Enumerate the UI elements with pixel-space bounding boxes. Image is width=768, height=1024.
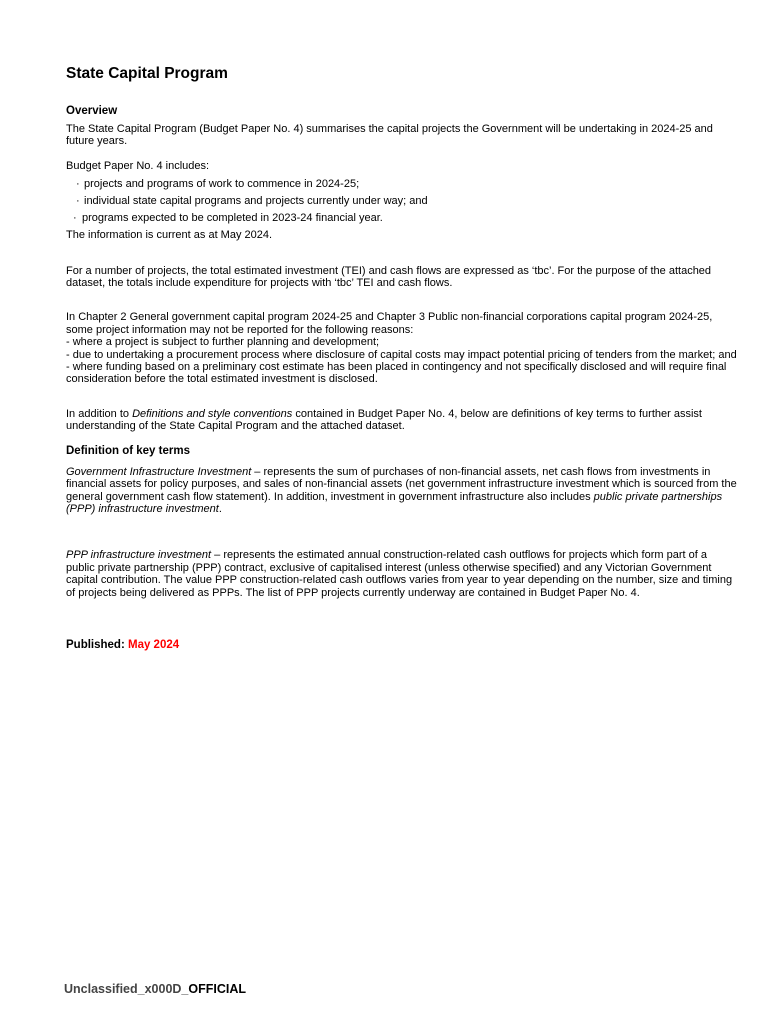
reason-item: - due to undertaking a procurement process where disclosure of capital costs may impact potential pricing of tenders from the market; and — [66, 348, 737, 361]
definitions-intro-pre: In addition to — [66, 407, 133, 420]
definitions-intro — [66, 408, 738, 433]
reason-item: - where funding based on a preliminary cost estimate has been placed in contingency and not specifically disclosed and will require final consideration before the total estimated investment is disclosed. — [66, 361, 727, 386]
overview-heading: Overview — [66, 105, 118, 117]
ppp-text: – represents the estimated annual construction-related cash outflows for projects which form part of a public private partnership (PPP) contract, exclusive of capitalised interest (unless otherwise specified) and any Victorian Government capital contribution. The value PPP construction-related cash outflows varies from year to year depending on the number, size and timing of projects being delivered as PPPs. The list of PPP projects currently underway are contained in Budget Paper No. 4. — [66, 549, 733, 599]
bullet-icon: · — [73, 212, 77, 225]
gii-text: – represents the sum of purchases of non-financial assets, net cash flows from investments in financial assets for policy purposes, and sales of non-financial assets (net government infrastructure investment which is sourced from the general government cash flow statement). In addition, investment in government infrastructure also includes — [66, 465, 737, 503]
ppp-term: PPP infrastructure investment — [66, 549, 212, 562]
gii-ref: public private partnerships (PPP) infrastructure investment — [66, 490, 723, 515]
chapters-intro: In Chapter 2 General government capital program 2024-25 and Chapter 3 Public non-financial corporations capital program 2024-25, some project information may not be reported for the following reasons: — [66, 311, 713, 336]
tbc-note: For a number of projects, the total estimated investment (TEI) and cash flows are expressed as ‘tbc’. For the purpose of the attached dataset, the totals include expenditure for projects with ‘tbc’ TEI and cash flows. — [66, 264, 712, 290]
classification-text: Unclassified_x000D_ — [64, 982, 189, 996]
reason-item: - where a project is subject to further planning and development; — [66, 336, 380, 349]
classification-footer — [64, 982, 246, 996]
list-item-text: individual state capital programs and projects currently under way; and — [84, 195, 428, 208]
list-item — [66, 178, 738, 190]
chapters-note — [66, 311, 738, 385]
current-as-at: The information is current as at May 2024. — [66, 229, 273, 242]
bullet-icon: · — [76, 195, 80, 208]
list-item-text: projects and programs of work to commence in 2024-25; — [84, 178, 360, 191]
definitions-intro-ref: Definitions and style conventions — [132, 407, 293, 420]
classification-official: OFFICIAL — [188, 982, 247, 996]
published-line — [66, 639, 738, 651]
page-title: State Capital Program — [66, 65, 228, 82]
key-terms-heading: Definition of key terms — [66, 444, 190, 457]
includes-label: Budget Paper No. 4 includes: — [66, 159, 210, 172]
ppp-definition — [66, 549, 738, 599]
published-date: May 2024 — [127, 638, 180, 651]
includes-list — [66, 178, 738, 224]
document-body — [66, 64, 738, 651]
gii-term: Government Infrastructure Investment — [66, 465, 252, 478]
list-item-text: programs expected to be completed in 2023-24 financial year. — [82, 212, 383, 225]
bullet-icon: · — [76, 178, 80, 191]
gii-definition — [66, 466, 738, 516]
list-item — [66, 195, 738, 207]
definitions-intro-post: contained in Budget Paper No. 4, below are definitions of key terms to further assist understanding of the State Capital Program and the attached dataset. — [66, 407, 702, 433]
published-label: Published: — [66, 638, 128, 651]
overview-intro: The State Capital Program (Budget Paper No. 4) summarises the capital projects the Government will be undertaking in 2024-25 and future years. — [66, 123, 713, 148]
gii-end: . — [218, 502, 222, 515]
list-item — [66, 212, 738, 224]
